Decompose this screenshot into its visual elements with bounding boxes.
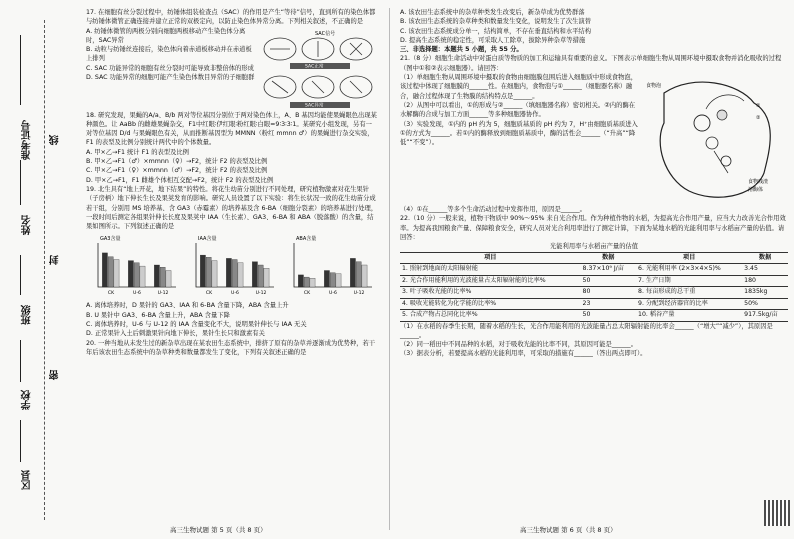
page-6 — [400, 8, 788, 359]
chart-title: IAA含量 — [198, 236, 217, 243]
page-6-footer: 高三生物试题 第 6 页（共 8 页） — [520, 526, 617, 534]
q18-option-b[interactable]: B. 甲×乙→F1（♂）×mmnn（♀）→F2，统计 F2 的表型及比例 — [86, 158, 268, 166]
bar — [298, 275, 303, 287]
class-blank[interactable] — [20, 255, 22, 295]
x-tick-label: CK — [303, 291, 311, 297]
seal2-label: 密 — [50, 370, 61, 380]
bar — [232, 260, 237, 288]
table-cell: 80 — [581, 287, 636, 299]
x-tick-label: U-6 — [231, 291, 239, 297]
q19-chart-aba — [282, 233, 376, 299]
q17-option-c[interactable]: C. SAC 功能异常的细胞有丝分裂时可能导致非整倍体的形成 — [86, 64, 254, 72]
organelle-1 — [717, 110, 727, 120]
table-header: 项目 — [636, 252, 742, 264]
table-cell: 1. 照射到地面的太阳辐射能 — [400, 264, 581, 276]
table-cell: 8.37×10⁹ J/亩 — [581, 264, 636, 276]
binding-margin — [0, 0, 78, 539]
q19-option-b[interactable]: B. U 果针中 GA3、6-BA 含量上升，ABA 含量下降 — [86, 311, 230, 319]
q17-fig-label-abnormal: SAC异常 — [305, 103, 324, 109]
table-cell: 23 — [581, 298, 636, 310]
class-label: 班级 — [22, 305, 33, 325]
q21-part-4: （4）①在______等多个生命活动过程中发挥作用，原因是______。 — [400, 206, 586, 214]
food-vacuole — [694, 115, 710, 131]
table-cell: 10. 稻谷产量 — [636, 310, 742, 322]
bar — [140, 267, 145, 288]
x-tick-label: U-12 — [255, 291, 267, 297]
bar — [114, 260, 119, 288]
region-blank[interactable] — [20, 420, 22, 462]
q20-option-c[interactable]: C. 该农田生态系统成分单一，结构简单，不存在垂直结构和水平结构 — [400, 27, 592, 35]
x-tick-label: CK — [107, 291, 115, 297]
bar — [310, 279, 315, 288]
seal-label: 封 — [50, 255, 61, 265]
q17-option-b[interactable]: B. 动粒与纺锤丝连接后，染色体向着赤道板移动并在赤道板上排列 — [86, 46, 252, 63]
bar — [264, 269, 269, 288]
qr-code — [764, 500, 790, 526]
q21-stem: 21.（8 分）细胞生命活动中对蛋白质等物质的加工和运输具有重要的意义。下图表示单细胞生物从周围环境中摄取食物并消化吸收的过程（图中①和②表示细胞器）。请回答： — [400, 55, 782, 72]
q19-option-c[interactable]: C. 离体培养时，U-6 与 U-12 的 IAA 含量变化不大，说明果针伸长与 IAA 无关 — [86, 321, 307, 329]
bar — [336, 274, 341, 287]
q17-stem: 17. 在细胞有丝分裂过程中，纺锤体组装检查点（SAC）的作用是产生“等待”信号，直到所有的染色体都与纺锤体微管正确连接并建立正常的双极定向，以防止染色体异常分离。下列相关叙述，不正确的是 — [86, 9, 376, 26]
pathway-arrows — [706, 95, 744, 173]
name-label: 姓名 — [22, 215, 33, 235]
region-label: 区县 — [22, 470, 33, 490]
table-cell: 3. 叶子吸收光能的比率% — [400, 287, 581, 299]
q22-part-1: （1）在水稻的春季生长期，随着水稻的生长，光合作用能利用的光波能量占总太阳辐射能的比率会______（“增大”“减少”），其原因是______。 — [400, 322, 773, 339]
q22-stem: 22.（10 分）一般来说，植物干物质中 90%～95% 来自光合作用。作为种植作物的水稻，为提高光合作用产量，应当大力改善光合作用效率。为提高我国粮食产量、保障粮食安全，研究人员对光合利用率进行了测定计算，下面为某地水稻的光能利用率与水稻亩产量的估值。请回答： — [400, 215, 786, 241]
bar — [154, 265, 159, 287]
bar — [304, 278, 309, 288]
table-cell: 1835kg — [742, 287, 788, 299]
bar — [102, 253, 107, 287]
table-cell: 5. 合成产物占总同化比率% — [400, 310, 581, 322]
table-cell: 2. 光合作用能利用的光波能量占太阳辐射能的比率% — [400, 275, 581, 287]
q20-stem: 20. 一种当地从未发生过的新杂草出现在某农田生态系统中，排挤了原有的杂草并逐渐成为优势种，若干年后该农田生态系统中的杂草种类和数量都发生了变化，下列有关叙述正确的是 — [86, 339, 376, 356]
q21-part-2: （2）从图中可以看出，①的形成与②______（填细胞器名称）密切相关。②内的酶在水解酶的合成与加工方面______等多种细胞器协作。 — [400, 101, 636, 119]
fig-label-residue: 食物残渣 — [748, 179, 769, 186]
q19-charts — [86, 233, 376, 299]
chart-title: ABA含量 — [296, 236, 317, 243]
spindle-marks-2 — [272, 81, 362, 93]
q18-option-a[interactable]: A. 甲×乙→F1 统计 F1 的表型及比例 — [86, 148, 189, 156]
table-row — [400, 298, 788, 310]
table-row — [400, 264, 788, 276]
organelle-2 — [706, 137, 718, 149]
q22-part-3: （3）据表分析，若要提高水稻的光能利用率，可采取的措施有______（答出两点即可）。 — [400, 350, 647, 358]
x-tick-label: CK — [205, 291, 213, 297]
table-row — [400, 275, 788, 287]
table-header: 项目 — [400, 252, 581, 264]
table-cell: 50% — [742, 298, 788, 310]
q18-stem: 18. 研究发现，果蝇的A/a、B/b 两对等位基因分别位于两对染色体上，A、B 基因均能使果蝇眼色出现某种颜色。让 AaBb 的雌雄果蝇杂交，F1中红眼∶伊红眼∶粉红眼∶白眼=9∶3∶3∶1。某研究小组发现，另有一对等位基因 D/d 与果蝇眼色有关，从而推断基因型为 MMNN（粉红 mmnn ♂）的果蝇进行杂交实验，F1 的表型及比例分别统计两代中的个体数量。 — [86, 111, 377, 147]
exam-no-blank[interactable] — [20, 35, 22, 105]
bar — [362, 265, 367, 287]
x-tick-label: U-12 — [157, 291, 169, 297]
table-cell: 6. 光能利用率 (2×3×4×5)% — [636, 264, 742, 276]
bar — [108, 257, 113, 287]
exam-no-label: 准考证号 — [22, 120, 33, 160]
table-title: 光能利用率与水稻亩产量的估值 — [549, 243, 639, 251]
q22-part-2: （2）同一稻田中不同品种的水稻，对于吸收光能的比率不同，其原因可能是______。 — [400, 341, 637, 349]
table-cell: 50 — [581, 275, 636, 287]
q17-fig-label-signal: SAC信号 — [315, 30, 336, 37]
table-cell: 50 — [581, 310, 636, 322]
bar — [238, 263, 243, 287]
q19-stem: 19. 北生具有“地上开花，地下结果”的特性。将花生幼苗分别进行不同处理，研究植物激素对花生果针（子房柄）地下伸长生长及果荚发育的影响。研究人员设置了以下实验：将生长状况一致的花生幼苗分成若干组，分别用 MS 培养基、含 GA3（赤霉素）的培养基及含 6-BA（细胞分裂素）的培养基进行处理，一段时间后测定各组果针伸长长度及果荚中 IAA（生长素）、GA3、6-BA 和 ABA（脱落酸）的含量，结果如图所示。下列叙述正确的是 — [86, 185, 378, 231]
bar — [226, 259, 231, 288]
table-cell: 4. 吸收光能转化为化学能的比率% — [400, 298, 581, 310]
table-row — [400, 287, 788, 299]
table-cell: 9. 分配到经济器官的比率 — [636, 298, 742, 310]
q19-chart-iaa — [184, 233, 278, 299]
q21-part-3: （3）实验发现，①内的 pH 约为 5，细胞质基质的 pH 约为 7，H⁺由细胞质基质进入①的方式为______。若①内的酶释放到细胞质基质中，酶的活性会______（“升高”“降低”“不变”）。 — [400, 120, 638, 147]
table-cell: 180 — [742, 275, 788, 287]
bar — [330, 273, 335, 287]
q21-part-1: （1）单细胞生物从周围环境中摄取的食物由细胞膜包围后进入细胞质中形成食物泡，该过程中体现了细胞膜的______性。在细胞内，食物泡与①______（细胞器名称）融合，融合过程体现了生物膜的结构特点是______。 — [400, 74, 637, 100]
table-cell: 917.5kg/亩 — [742, 310, 788, 322]
q19-option-d[interactable]: D. 正常果针入土后刺激果针向地下伸长，果针生长只和激素有关 — [86, 330, 265, 338]
bar — [200, 256, 205, 288]
q20-option-a[interactable]: A. 该农田生态系统中的杂草种类发生改变后，新杂草成为优势群落 — [400, 9, 585, 16]
fig-label-lysosome: 溶酶体 — [748, 187, 764, 194]
fig-label-food: 食物泡 — [646, 83, 662, 90]
q19-chart-ga3 — [86, 233, 180, 299]
q20-option-b[interactable]: B. 该农田生态系统的杂草种类和数量发生变化，说明发生了次生演替 — [400, 18, 591, 26]
x-tick-label: U-12 — [353, 291, 365, 297]
school-label: 学校 — [22, 390, 33, 410]
q17-option-a[interactable]: A. 纺锤体微管的两极分别向细胞两极移动产生染色体分离时，SAC异常 — [86, 27, 246, 44]
light-efficiency-table — [400, 252, 788, 322]
x-tick-label: U-6 — [329, 291, 337, 297]
fig-label-1: ① — [756, 103, 761, 110]
table-cell: 7. 生产日期 — [636, 275, 742, 287]
bar — [356, 262, 361, 287]
bar — [258, 265, 263, 287]
bar — [166, 271, 171, 288]
bar — [128, 261, 133, 287]
seal-line — [44, 20, 46, 520]
q20-option-d[interactable]: D. 提高生态系统的稳定性，可采取人工除草，拔除异种杂草等措施 — [400, 36, 586, 44]
table-cell: 8. 每亩形成的总干重 — [636, 287, 742, 299]
bar — [160, 268, 165, 288]
seat-label: 线 — [50, 135, 61, 145]
q18-option-c[interactable]: C. 甲×乙→F1（♀）×mmnn（♂）→F2，统计 F2 的表型及比例 — [86, 167, 268, 175]
page-5 — [86, 8, 378, 357]
table-header-row — [400, 252, 788, 264]
bar — [350, 259, 355, 288]
table-header: 数据 — [581, 252, 636, 264]
x-tick-label: U-6 — [133, 291, 141, 297]
page-divider — [389, 8, 390, 530]
bar — [212, 261, 217, 287]
fig-label-2: ② — [756, 115, 761, 122]
q17-option-d[interactable]: D. SAC 功能异常的细胞可能产生染色体数目异常的子细胞群 — [86, 74, 255, 82]
q17-mitosis-figure — [260, 27, 378, 111]
bar — [252, 262, 257, 287]
table-row — [400, 310, 788, 322]
q17-fig-label-normal: SAC正常 — [305, 64, 324, 70]
name-blank[interactable] — [20, 160, 22, 205]
bar — [134, 263, 139, 287]
table-cell: 3.45 — [742, 264, 788, 276]
section-3-heading: 三、非选择题：本题共 5 小题，共 55 分。 — [400, 46, 523, 54]
q21-cell-figure — [644, 73, 786, 205]
chart-title: GA3含量 — [100, 236, 121, 243]
q18-option-d[interactable]: D. 甲×乙→F1，F1 雌雄个体相互交配→F2，统计 F2 的表型及比例 — [86, 176, 274, 184]
q19-option-a[interactable]: A. 离体培养时，D 果针的 GA3、IAA 和 6-BA 含量下降，ABA 含量上升 — [86, 302, 289, 310]
school-blank[interactable] — [20, 340, 22, 382]
spindle-marks — [270, 41, 362, 57]
page-5-footer: 高三生物试题 第 5 页（共 8 页） — [170, 526, 267, 534]
table-header: 数据 — [742, 252, 788, 264]
bar — [324, 271, 329, 288]
bar — [206, 258, 211, 288]
